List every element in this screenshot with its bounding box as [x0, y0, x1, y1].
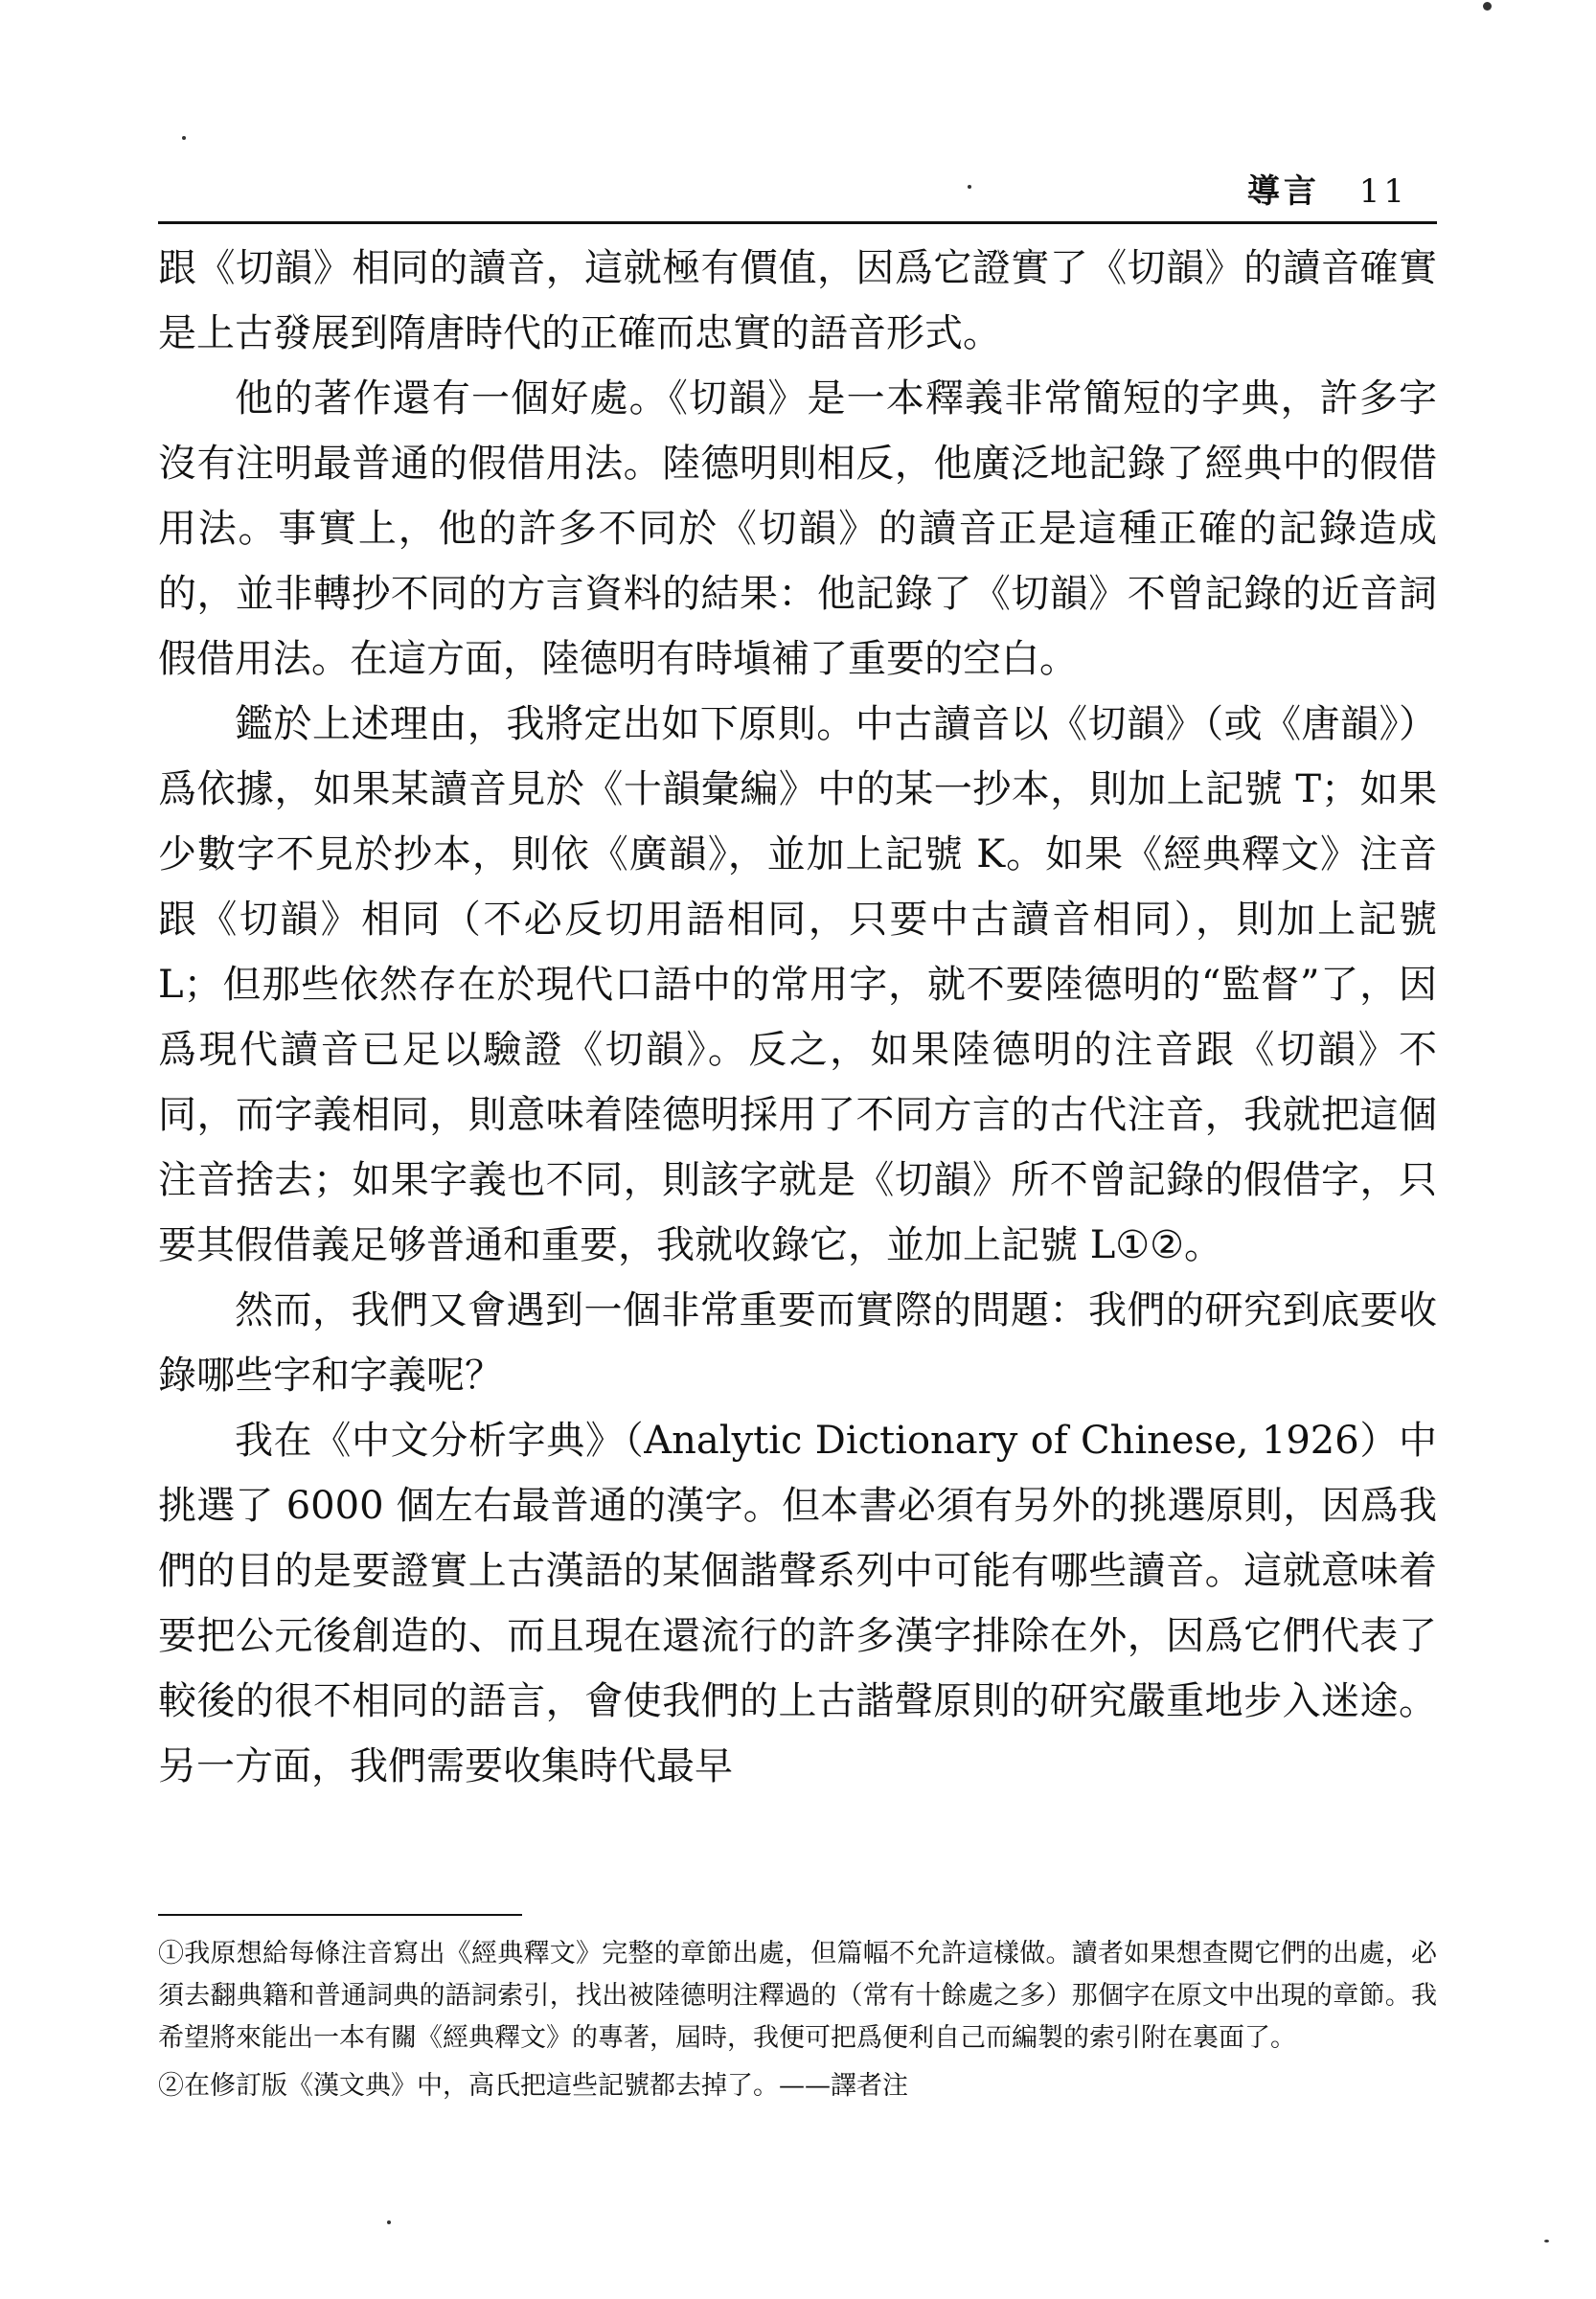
body-text [158, 236, 1437, 1799]
scan-speck [1544, 2240, 1549, 2242]
running-head-title: 導言 [1246, 172, 1320, 211]
scan-speck [1483, 2, 1492, 11]
footnote: ①我原想給每條注音寫出《經典釋文》完整的章節出處，但篇幅不允許這樣做。讀者如果想查閱它們的出處，必須去翻典籍和普通詞典的語詞索引，找出被陸德明注釋過的（常有十餘處之多）那個字在原文中出現的章節。我希望將來能出一本有關《經典釋文》的專著，屆時，我便可把爲便利自己而編製的索引附在裏面了。 [158, 1939, 1437, 2053]
paragraph: 他的著作還有一個好處。《切韻》是一本釋義非常簡短的字典，許多字沒有注明最普通的假借用法。陸德明則相反，他廣泛地記錄了經典中的假借用法。事實上，他的許多不同於《切韻》的讀音正是這種正確的記錄造成的，並非轉抄不同的方言資料的結果：他記錄了《切韻》不曾記錄的近音詞假借用法。在這方面，陸德明有時塡補了重要的空白。 [158, 376, 1437, 681]
paragraph: 我在《中文分析字典》（Analytic Dictionary of Chinese, 1926）中挑選了 6000 個左右最普通的漢字。但本書必須有另外的挑選原則，因爲我們的目的是要證實上古漢語的某個諧聲系列中可能有哪些讀音。這就意味着要把公元後創造的、而且現在還流行的許多漢字排除在外，因爲它們代表了較後的很不相同的語言，會使我們的上古諧聲原則的研究嚴重地步入迷途。另一方面，我們需要收集時代最早 [158, 1419, 1437, 1788]
header-rule [158, 221, 1437, 224]
page-number: 11 [1358, 172, 1408, 211]
scan-speck [387, 2220, 391, 2224]
footnote: ②在修訂版《漢文典》中，高氏把這些記號都去掉了。——譯者注 [158, 2071, 908, 2101]
footnote-rule [158, 1914, 522, 1916]
scan-speck [182, 136, 186, 140]
running-head [1247, 165, 1408, 212]
footnotes [158, 1933, 1437, 2107]
paragraph: 鑑於上述理由，我將定出如下原則。中古讀音以《切韻》（或《唐韻》）爲依據，如果某讀音見於《十韻彙編》中的某一抄本，則加上記號 T；如果少數字不見於抄本，則依《廣韻》，並加上記號 K。如果《經典釋文》注音跟《切韻》相同（不必反切用語相同，只要中古讀音相同），則加上記號 L；但那些依然存在於現代口語中的常用字，就不要陸德明的“監督”了，因爲現代讀音已足以驗證《切韻》。反之，如果陸德明的注音跟《切韻》不同，而字義相同，則意味着陸德明採用了不同方言的古代注音，我就把這個注音捨去；如果字義也不同，則該字就是《切韻》所不曾記錄的假借字，只要其假借義足够普通和重要，我就收錄它，並加上記號 L①②。 [158, 702, 1437, 1267]
paragraph: 跟《切韻》相同的讀音，這就極有價值，因爲它證實了《切韻》的讀音確實是上古發展到隋唐時代的正確而忠實的語音形式。 [158, 246, 1437, 355]
scan-speck [968, 185, 971, 189]
paragraph: 然而，我們又會遇到一個非常重要而實際的問題：我們的研究到底要收錄哪些字和字義呢？ [158, 1288, 1437, 1398]
